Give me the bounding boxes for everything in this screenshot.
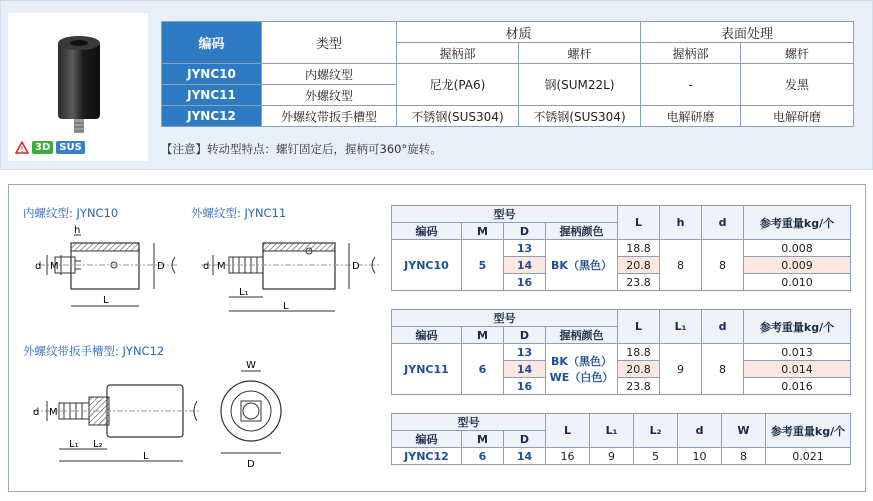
spec-code-1: JYNC10 [162, 64, 262, 85]
svg-text:!: ! [20, 145, 24, 154]
drawing-jync11 [191, 221, 391, 326]
spec-h-grip2: 握柄部 [641, 43, 741, 64]
product-photo [8, 13, 148, 161]
t3-L2: 5 [634, 448, 678, 465]
dim-d-3: d [33, 407, 40, 418]
t2-w-2: 0.014 [744, 361, 851, 378]
spec-type-1: 内螺纹型 [262, 64, 397, 85]
dim-m-1: M [50, 261, 59, 272]
t2-w-1: 0.013 [744, 344, 851, 361]
t2-h-weight: 参考重量kg/个 [744, 310, 851, 344]
material-badges [15, 141, 85, 154]
t1-w-3: 0.010 [744, 274, 851, 291]
dim-W-3: W [246, 360, 256, 371]
spec-h-type: 类型 [262, 22, 397, 64]
t1-d: 8 [702, 240, 744, 291]
t3-L: 16 [546, 448, 590, 465]
t2-D-2: 14 [504, 361, 546, 378]
drawing-jync10 [19, 221, 189, 326]
t2-h-color: 握柄颜色 [546, 327, 618, 344]
dim-m-2: M [217, 261, 226, 272]
dim-D-3: D [247, 459, 255, 470]
t1-M: 5 [462, 240, 504, 291]
t1-h-D: D [504, 223, 546, 240]
note-text: 【注意】转动型特点：螺钉固定后，握柄可360°旋转。 [161, 142, 442, 156]
dim-h-1: h [74, 225, 81, 236]
t1-w-1: 0.008 [744, 240, 851, 257]
spec-h-screw2: 螺杆 [741, 43, 854, 64]
spec-h-screw: 螺杆 [519, 43, 641, 64]
t2-h-d: d [702, 310, 744, 344]
t2-h-M: M [462, 327, 504, 344]
t3-D: 14 [504, 448, 546, 465]
spec-h-code: 编码 [162, 22, 262, 64]
badge-sus: SUS [56, 141, 85, 154]
t1-h-d: d [702, 206, 744, 240]
spec-surf-screw-3: 电解研磨 [741, 106, 854, 127]
dim-L-2: L [283, 301, 289, 312]
t1-code: JYNC10 [392, 240, 462, 291]
spec-h-grip: 握柄部 [397, 43, 519, 64]
spec-h-material: 材质 [397, 22, 641, 43]
t1-D-2: 14 [504, 257, 546, 274]
t3-h-M: M [462, 431, 504, 448]
t2-w-3: 0.016 [744, 378, 851, 395]
t2-D-3: 16 [504, 378, 546, 395]
t1-L-1: 18.8 [618, 240, 660, 257]
t3-h-L2: L₂ [634, 414, 678, 448]
t3-M: 6 [462, 448, 504, 465]
spec-surf-grip-3: 电解研磨 [641, 106, 741, 127]
t1-w-2: 0.009 [744, 257, 851, 274]
spec-surf-grip-1: - [641, 64, 741, 106]
t1-D-1: 13 [504, 240, 546, 257]
t2-h-L: L [618, 310, 660, 344]
t1-h-weight: 参考重量kg/个 [744, 206, 851, 240]
spec-type-3: 外螺纹带扳手槽型 [262, 106, 397, 127]
t2-h-L1: L₁ [660, 310, 702, 344]
t3-W: 8 [722, 448, 766, 465]
dim-d-2: d [203, 261, 210, 272]
table-jync10 [391, 205, 851, 291]
t2-d: 8 [702, 344, 744, 395]
drawing-jync12 [19, 357, 289, 472]
t3-h-weight: 参考重量kg/个 [766, 414, 851, 448]
t3-w: 0.021 [766, 448, 851, 465]
dimension-panel [8, 184, 866, 492]
badge-3d: 3D [32, 141, 53, 154]
dim-D-1: D [157, 261, 165, 272]
t3-h-code: 编码 [392, 431, 462, 448]
knob-photo-icon [8, 13, 148, 138]
dim-L1-2: L₁ [239, 287, 249, 298]
dim-m-3: M [49, 407, 58, 418]
t2-L-3: 23.8 [618, 378, 660, 395]
t1-h-M: M [462, 223, 504, 240]
t2-h-D: D [504, 327, 546, 344]
drawing-title-3: 外螺纹带扳手槽型: JYNC12 [23, 344, 165, 358]
t3-h-L1: L₁ [590, 414, 634, 448]
t3-d: 10 [678, 448, 722, 465]
spec-table [161, 21, 854, 127]
dim-L1-3: L₁ [69, 439, 79, 450]
dim-L-1: L [103, 295, 109, 306]
warning-icon [15, 141, 29, 154]
spec-mat-grip-3: 不锈钢(SUS304) [397, 106, 519, 127]
spec-h-surface: 表面处理 [641, 22, 854, 43]
spec-mat-grip-1: 尼龙(PA6) [397, 64, 519, 106]
t2-code: JYNC11 [392, 344, 462, 395]
table-jync11 [391, 309, 851, 395]
spec-mat-screw-1: 钢(SUM22L) [519, 64, 641, 106]
spec-surf-screw-1: 发黑 [741, 64, 854, 106]
t1-h: 8 [660, 240, 702, 291]
dim-d-1: d [35, 261, 42, 272]
spec-code-2: JYNC11 [162, 85, 262, 106]
t1-h-h: h [660, 206, 702, 240]
dim-L-3: L [143, 451, 149, 462]
t3-h-D: D [504, 431, 546, 448]
t2-color-bk: BK（黑色） [551, 355, 612, 368]
t3-h-model: 型号 [392, 414, 546, 431]
t2-color-we: WE（白色） [549, 371, 614, 384]
drawing-title-1: 内螺纹型: JYNC10 [23, 206, 119, 220]
t2-L1: 9 [660, 344, 702, 395]
t2-M: 6 [462, 344, 504, 395]
spec-mat-screw-3: 不锈钢(SUS304) [519, 106, 641, 127]
t3-h-W: W [722, 414, 766, 448]
t1-h-code: 编码 [392, 223, 462, 240]
spec-panel [0, 0, 873, 170]
t2-h-code: 编码 [392, 327, 462, 344]
t2-h-model: 型号 [392, 310, 618, 327]
t2-L-2: 20.8 [618, 361, 660, 378]
t3-h-L: L [546, 414, 590, 448]
t3-code: JYNC12 [392, 448, 462, 465]
dim-L2-3: L₂ [93, 439, 103, 450]
table-jync12 [391, 413, 851, 465]
t2-color [546, 344, 618, 395]
spec-code-3: JYNC12 [162, 106, 262, 127]
t1-h-model: 型号 [392, 206, 618, 223]
spec-type-2: 外螺纹型 [262, 85, 397, 106]
t3-h-d: d [678, 414, 722, 448]
t1-color: BK（黑色） [546, 240, 618, 291]
t1-h-L: L [618, 206, 660, 240]
t1-L-2: 20.8 [618, 257, 660, 274]
t2-D-1: 13 [504, 344, 546, 361]
t1-D-3: 16 [504, 274, 546, 291]
t1-h-color: 握柄颜色 [546, 223, 618, 240]
t1-L-3: 23.8 [618, 274, 660, 291]
dim-D-2: D [352, 261, 360, 272]
t2-L-1: 18.8 [618, 344, 660, 361]
t3-L1: 9 [590, 448, 634, 465]
drawing-title-2: 外螺纹型: JYNC11 [191, 206, 287, 220]
